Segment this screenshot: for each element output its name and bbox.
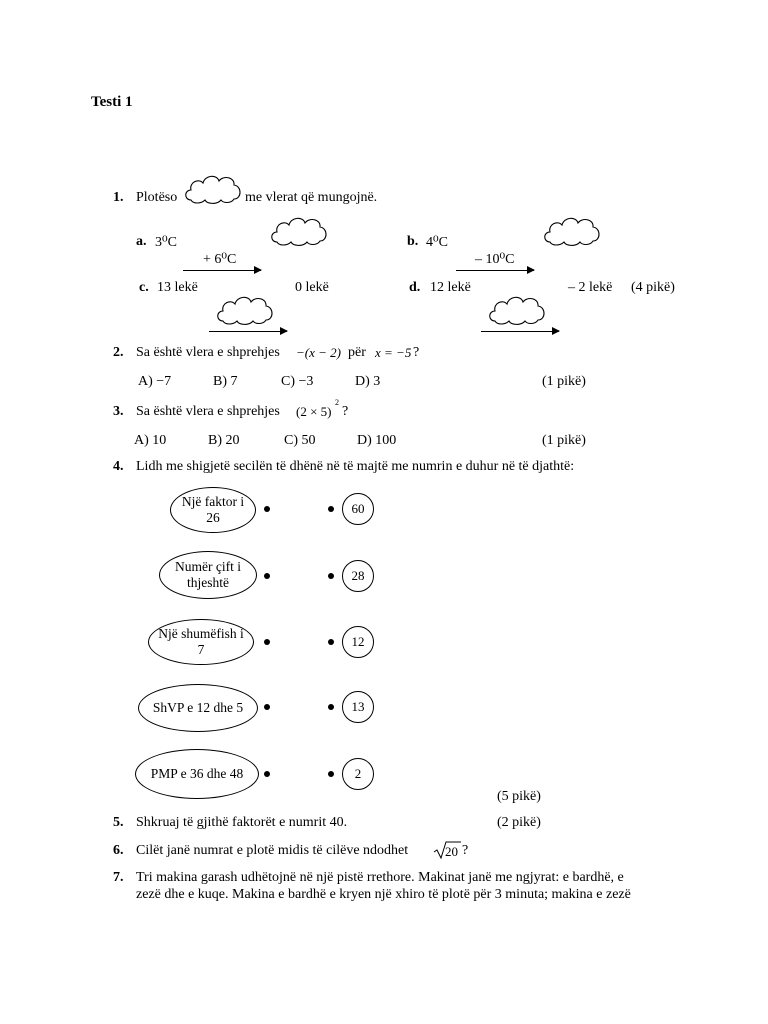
connector-dot[interactable] (264, 573, 270, 579)
right-item[interactable]: 60 (342, 493, 374, 525)
cloud-icon (486, 293, 548, 327)
page-title: Testi 1 (91, 94, 133, 110)
math-condition: x = −5 (375, 345, 412, 360)
option-c: C) −3 (281, 374, 314, 389)
question-text: për (348, 345, 366, 360)
connector-dot[interactable] (264, 704, 270, 710)
question-mark: ? (462, 843, 469, 858)
connector-dot[interactable] (264, 506, 270, 512)
item-label-a: a. (136, 234, 147, 249)
question-text: Lidh me shigjetë secilën të dhënë në të majtë me numrin e duhur në të djathtë: (136, 459, 575, 474)
right-item[interactable]: 2 (342, 758, 374, 790)
left-item[interactable]: ShVP e 12 dhe 5 (138, 684, 258, 732)
connector-dot[interactable] (328, 573, 334, 579)
right-item[interactable]: 12 (342, 626, 374, 658)
points-label: (4 pikë) (631, 280, 675, 295)
option-d: D) 100 (357, 433, 397, 448)
points-label: (2 pikë) (497, 815, 541, 830)
item-d-value: 12 lekë (430, 280, 471, 295)
left-item[interactable]: Numër çift i thjeshtë (159, 551, 257, 599)
question-text: me vlerat që mungojnë. (245, 190, 378, 205)
left-item[interactable]: Një shumëfish i 7 (148, 619, 254, 665)
question-text: Cilët janë numrat e plotë midis të cilëve ndodhet (136, 843, 409, 858)
question-number: 6. (113, 843, 124, 858)
question-number: 4. (113, 459, 124, 474)
question-number: 7. (113, 870, 124, 885)
arrow-icon (481, 331, 559, 332)
arrow-icon (183, 270, 261, 271)
option-c: C) 50 (284, 433, 316, 448)
right-item[interactable]: 13 (342, 691, 374, 723)
operation-label: – 10⁰C (475, 252, 515, 267)
item-label-c: c. (139, 280, 149, 295)
question-text-line-1: Tri makina garash udhëtojnë në një pistë rrethore. Makinat janë me ngjyrat: e bardhë, e (136, 870, 624, 885)
question-text: Shkruaj të gjithë faktorët e numrit 40. (136, 815, 348, 830)
connector-dot[interactable] (328, 771, 334, 777)
operation-label: + 6⁰C (203, 252, 237, 267)
cloud-icon (541, 214, 603, 248)
option-a: A) 10 (134, 433, 167, 448)
right-item[interactable]: 28 (342, 560, 374, 592)
option-a: A) −7 (138, 374, 172, 389)
option-b: B) 20 (208, 433, 240, 448)
connector-dot[interactable] (264, 771, 270, 777)
radicand: 20 (445, 844, 458, 859)
left-item[interactable]: PMP e 36 dhe 48 (135, 749, 259, 799)
question-text: Plotëso (136, 190, 178, 205)
item-a-value: 3⁰C (155, 235, 177, 250)
item-c-result: 0 lekë (295, 280, 329, 295)
arrow-icon (209, 331, 287, 332)
points-label: (1 pikë) (542, 433, 586, 448)
math-expression: (2 × 5) (296, 404, 332, 419)
left-item[interactable]: Një faktor i 26 (170, 487, 256, 533)
question-mark: ? (413, 345, 420, 360)
connector-dot[interactable] (328, 639, 334, 645)
math-exponent: 2 (335, 398, 339, 407)
question-number: 2. (113, 345, 124, 360)
option-d: D) 3 (355, 374, 381, 389)
question-number: 3. (113, 404, 124, 419)
connector-dot[interactable] (328, 704, 334, 710)
math-expression: −(x − 2) (296, 345, 341, 360)
cloud-icon (214, 293, 276, 327)
question-number: 5. (113, 815, 124, 830)
item-c-value: 13 lekë (157, 280, 198, 295)
question-text: Sa është vlera e shprehjes (136, 404, 280, 419)
arrow-icon (456, 270, 534, 271)
item-label-d: d. (409, 280, 421, 295)
cloud-icon (268, 214, 330, 248)
points-label: (1 pikë) (542, 374, 586, 389)
question-text-line-2: zezë dhe e kuqe. Makina e bardhë e kryen një xhiro të plotë për 3 minuta; makina e zezë (136, 887, 631, 902)
question-number: 1. (113, 190, 124, 205)
item-b-value: 4⁰C (426, 235, 448, 250)
connector-dot[interactable] (264, 639, 270, 645)
question-mark: ? (342, 404, 349, 419)
cloud-icon (182, 172, 244, 206)
item-d-result: – 2 lekë (568, 280, 613, 295)
points-label: (5 pikë) (497, 789, 541, 804)
connector-dot[interactable] (328, 506, 334, 512)
question-text: Sa është vlera e shprehjes (136, 345, 280, 360)
option-b: B) 7 (213, 374, 238, 389)
item-label-b: b. (407, 234, 419, 249)
